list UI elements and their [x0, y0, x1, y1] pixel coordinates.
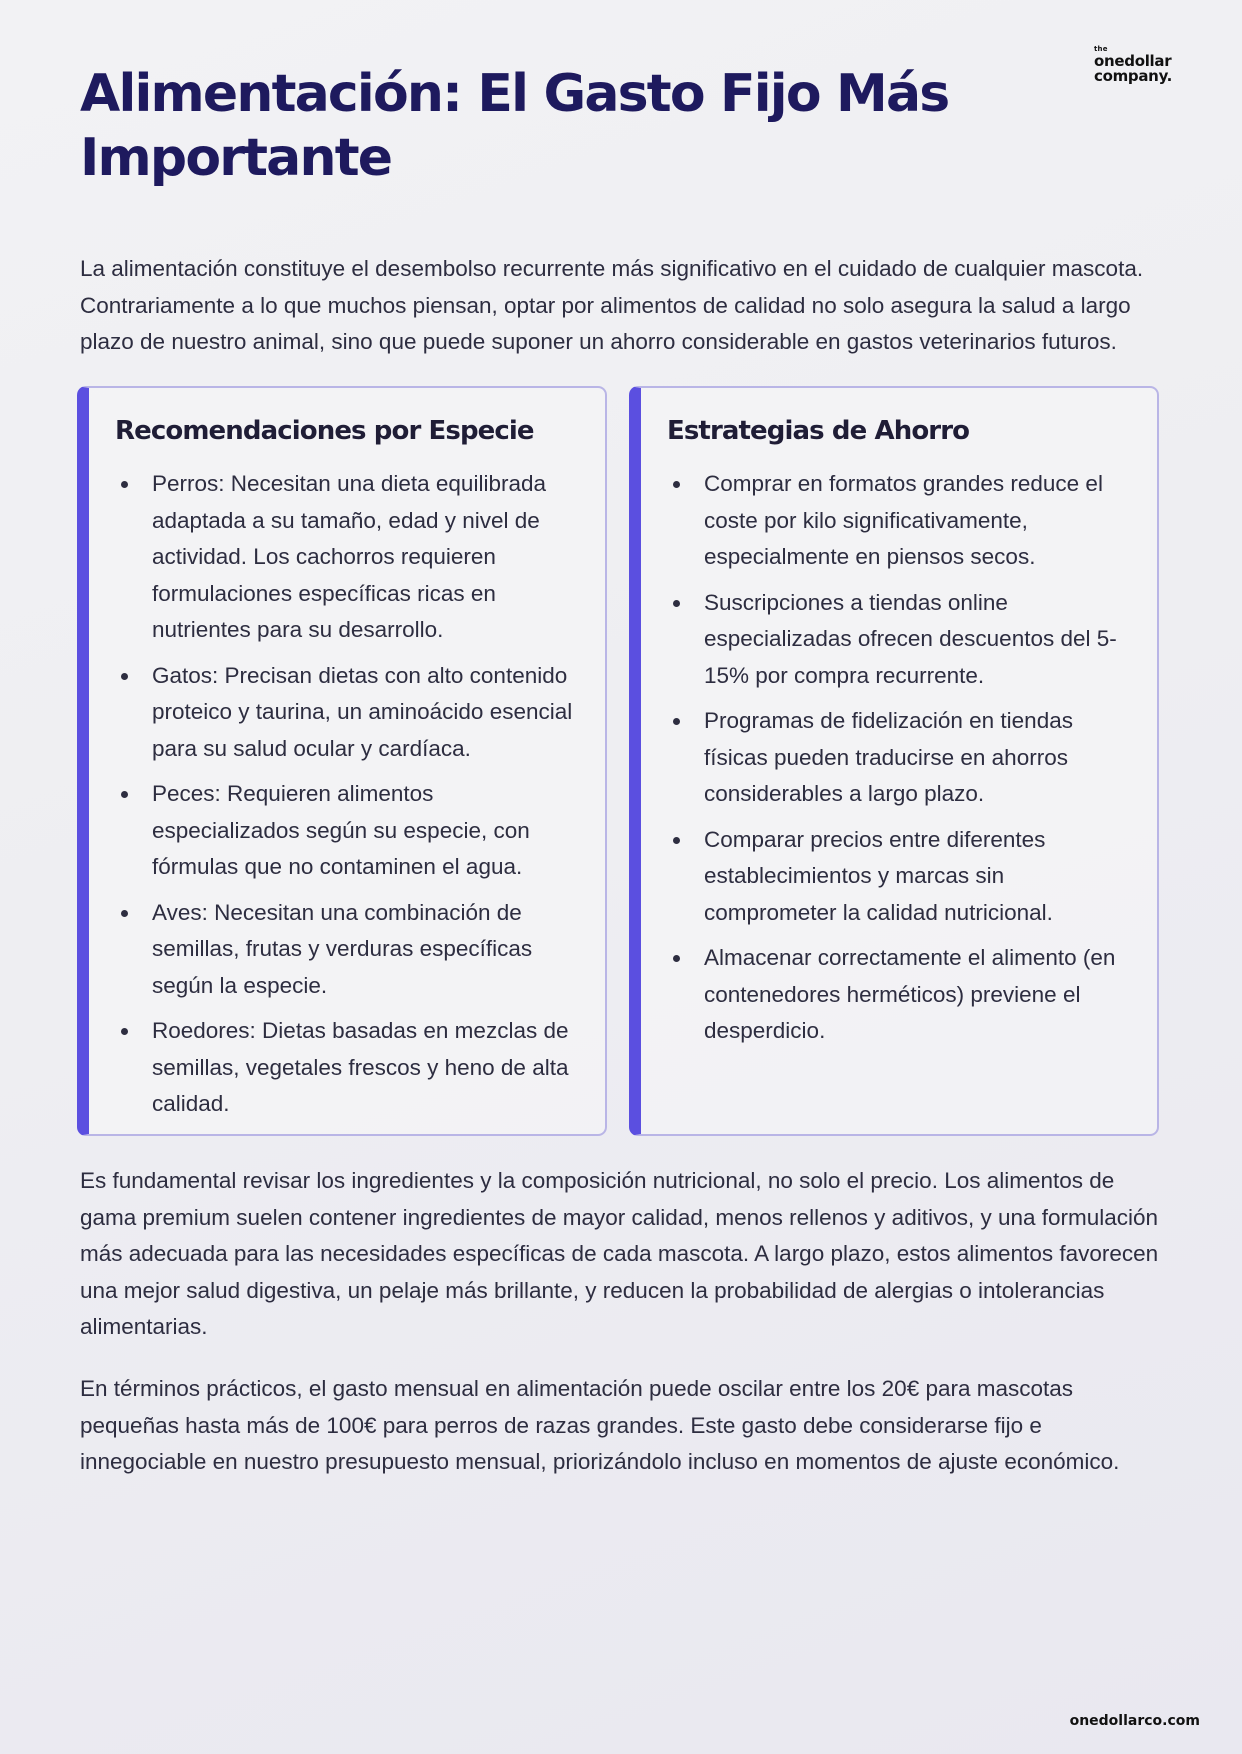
list-item-text: Gatos: Precisan dietas con alto contenido proteico y taurina, un aminoácido esencial para su salud ocular y cardíaca.: [152, 662, 573, 761]
list-item: [115, 1013, 585, 1123]
bullet-icon: [673, 481, 680, 488]
list-item-text: Comparar precios entre diferentes establecimientos y marcas sin comprometer la calidad nutricional.: [704, 826, 1053, 925]
bullet-icon: [121, 673, 128, 680]
body-paragraph-ingredients: Es fundamental revisar los ingredientes y la composición nutricional, no solo el precio. Los alimentos de gama premium suelen contener ingredientes de mayor calidad, menos rellenos y aditivos, y una formulación más adecuada para las necesidades específicas de cada mascota. A largo plazo, estos alimentos favorecen una mejor salud digestiva, un pelaje más brillante, y reducen la probabilidad de alergias o intolerancias alimentarias.: [80, 1168, 1159, 1339]
savings-strategies-title: Estrategias de Ahorro: [667, 416, 970, 446]
list-item-text: Comprar en formatos grandes reduce el coste por kilo significativamente, especialmente en piensos secos.: [704, 471, 1103, 569]
bullet-icon: [121, 481, 128, 488]
list-item: [115, 776, 585, 886]
list-item: [115, 658, 585, 768]
bullet-icon: [673, 718, 680, 725]
list-item-text: Suscripciones a tiendas online especializadas ofrecen descuentos del 5-15% por compra recurrente.: [704, 589, 1117, 688]
species-recommendations-list: [115, 466, 585, 1132]
page-title: Alimentación: El Gasto Fijo Más Importante: [80, 64, 949, 188]
list-item: [667, 822, 1137, 932]
company-logo: [1094, 46, 1194, 84]
list-item-text: Peces: Requieren alimentos especializados según su especie, con fórmulas que no contaminen el agua.: [152, 781, 530, 879]
species-recommendations-card: [77, 386, 607, 1136]
savings-strategies-card: [629, 386, 1159, 1136]
bullet-icon: [673, 837, 680, 844]
logo-small-text: the: [1094, 45, 1108, 53]
list-item-text: Aves: Necesitan una combinación de semillas, frutas y verduras específicas según la especie.: [152, 899, 533, 998]
list-item: [115, 895, 585, 1005]
savings-strategies-list: [667, 466, 1137, 1059]
list-item: [667, 585, 1137, 695]
logo-line-1: onedollar: [1094, 52, 1172, 70]
bullet-icon: [121, 1028, 128, 1035]
list-item-text: Almacenar correctamente el alimento (en contenedores herméticos) previene el desperdicio.: [704, 945, 1116, 1043]
list-item-text: Roedores: Dietas basadas en mezclas de semillas, vegetales frescos y heno de alta calidad.: [152, 1018, 569, 1116]
list-item: [667, 466, 1137, 576]
list-item: [667, 703, 1137, 813]
body-paragraph-monthly-cost: En términos prácticos, el gasto mensual en alimentación puede oscilar entre los 20€ para mascotas pequeñas hasta más de 100€ para perros de razas grandes. Este gasto debe considerarse fijo e innegociable en nuestro presupuesto mensual, priorizándolo incluso en momentos de ajuste económico.: [80, 1376, 1120, 1474]
bullet-icon: [121, 910, 128, 917]
list-item: [115, 466, 585, 649]
intro-paragraph: La alimentación constituye el desembolso recurrente más significativo en el cuidado de cualquier mascota. Contrariamente a lo que muchos piensan, optar por alimentos de calidad no solo asegura la salud a largo plazo de nuestro animal, sino que puede suponer un ahorro considerable en gastos veterinarios futuros.: [80, 256, 1144, 354]
bullet-icon: [673, 955, 680, 962]
logo-line-2: company.: [1094, 67, 1173, 85]
bullet-icon: [121, 791, 128, 798]
list-item: [667, 940, 1137, 1050]
species-recommendations-title: Recomendaciones por Especie: [115, 416, 534, 446]
list-item-text: Programas de fidelización en tiendas físicas pueden traducirse en ahorros considerables a largo plazo.: [704, 708, 1073, 806]
bullet-icon: [673, 600, 680, 607]
list-item-text: Perros: Necesitan una dieta equilibrada adaptada a su tamaño, edad y nivel de actividad. Los cachorros requieren formulaciones específicas ricas en nutrientes para su desarrollo.: [152, 471, 546, 642]
footer-website: onedollarco.com: [1069, 1713, 1200, 1729]
